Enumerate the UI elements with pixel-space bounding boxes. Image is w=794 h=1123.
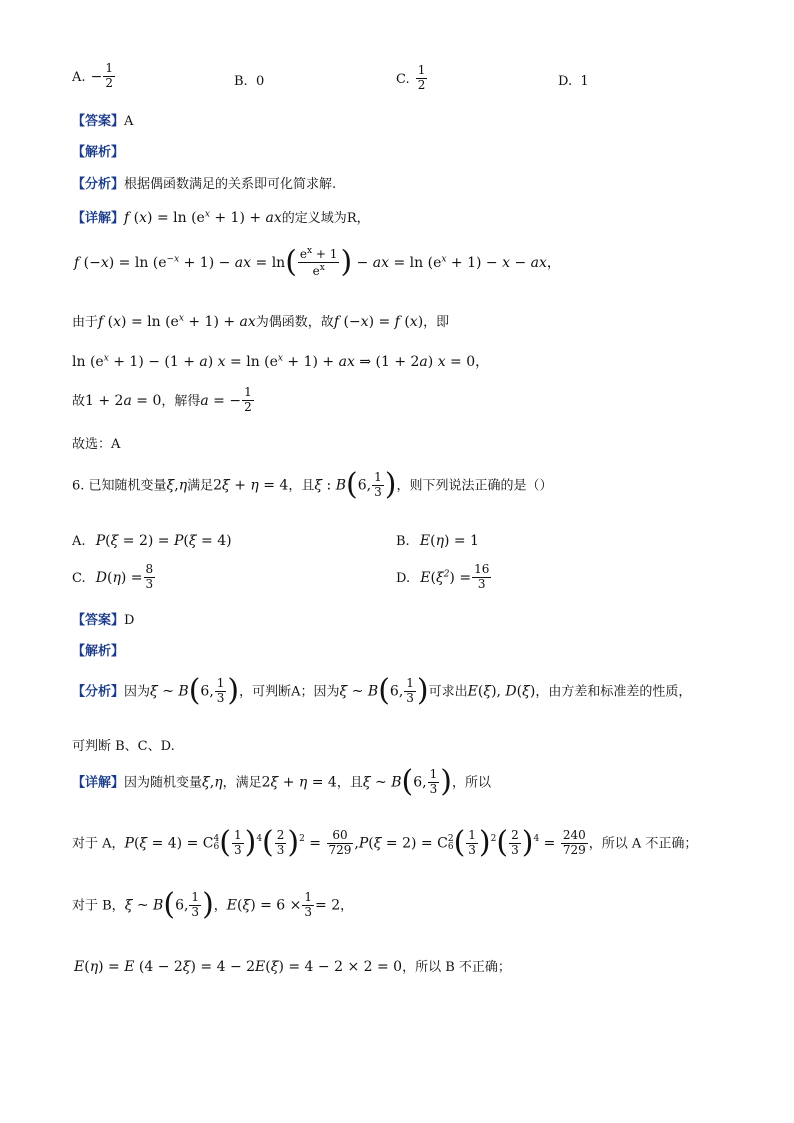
q6-last-line: E(η) = E (4 − 2ξ) = 4 − 2E(ξ) = 4 − 2 × 2 = 0，所以 B 不正确； [74, 959, 511, 975]
q6-jiexi-line [72, 640, 124, 659]
fraction: $\frac{2}{3}$ [276, 827, 285, 857]
formula: ξ,η [202, 774, 223, 791]
fraction: $\frac{1}{3}$ [233, 827, 242, 857]
formula: f (−x) = f (x) [333, 314, 424, 330]
formula: 2ξ + η = 4 [261, 774, 337, 791]
q5-option-c: C. $\frac{1}{2}$ [396, 63, 426, 92]
formula: ξ ~ B [124, 897, 164, 914]
fraction: $\frac{2}{3}$ [511, 827, 519, 857]
q6-answer-line [72, 609, 134, 628]
formula: ,P(ξ = 2) = C [354, 835, 448, 852]
q6-stem: 6. 已知随机变量ξ,η满足2ξ + η = 4，且ξ : B(6, $\frac{1}{3}$ )，则下列说法正确的是（） [72, 467, 553, 502]
text: ，解得 [161, 393, 201, 409]
fraction: $\frac{1}{3}$ [191, 889, 200, 919]
formula: E(ξ) = 6 × [226, 897, 302, 914]
text: 6. 已知随机变量 [72, 478, 167, 494]
formula: ξ,η [166, 477, 188, 494]
q5-answer-line [72, 110, 133, 129]
fraction: $\frac{1}{3}$ [374, 469, 382, 499]
text: ，即 [423, 315, 450, 330]
text: 故 [72, 393, 86, 409]
q5-line3 [72, 311, 449, 330]
formula: f $(x) = \ln (e^x + 1)$ + ax [98, 313, 256, 330]
q5-option-a [72, 62, 116, 91]
minus-sign: − [90, 68, 103, 85]
q6-dy-a: 对于 A，P(ξ = 4) = C 4 6 ( $\frac{1}{3}$ )$^4$( $\frac{2}{3}$ )$^2$ = $\frac{60}{729}$ ,P(ξ = 2) = C 2 6 ( $\frac{1}{3}$ )$^2$( $\frac{2}{3}$ )$^4$ = $\frac{240}{729}$ ，所以 A 不正确； [72, 825, 698, 860]
text: 满足 [187, 478, 214, 494]
formula: $\ln (e^x + 1) - (1 + a) x = \ln (e^x + 1)$ + ax ⇒ (1 + 2a) x = 0， [72, 353, 490, 370]
paren-right: ) [340, 244, 353, 280]
formula: E(η) = E (4 − 2ξ) = 4 − 2E(ξ) = 4 − 2 × 2 = 0 [74, 959, 403, 975]
jiexi-tag: 【解析】 [72, 644, 125, 659]
q5-line5 [72, 386, 255, 415]
answer-value: D [124, 613, 135, 628]
q6-xiangjie-line: 【详解】因为随机变量ξ,η，满足2ξ + η = 4，且ξ ~ B(6, $\frac{1}{3}$ )，所以 [72, 764, 491, 799]
formula: ξ ~ B [362, 774, 402, 791]
formula: ξ : B [314, 477, 346, 494]
fraction: $\frac{1}{2}$ [244, 385, 252, 414]
q6-option-b: B. E(η) = 1 [396, 533, 479, 549]
xiangjie-tag: 【详解】 [72, 775, 125, 791]
text: ，且 [288, 478, 315, 494]
fraction: $\frac{1}{3}$ [304, 889, 313, 919]
formula: P(ξ = 2) = P(ξ = 4) [95, 533, 232, 549]
formula: P(ξ = 4) = C [124, 835, 214, 852]
option-label: A. [72, 69, 86, 85]
xiangjie-tag: 【详解】 [72, 211, 125, 226]
answer-tag: 【答案】 [72, 613, 125, 628]
fenxi-tag: 【分析】 [72, 684, 125, 700]
formula: $E(\xi^2)$ = [420, 569, 472, 586]
q5-options-row [0, 62, 794, 102]
formula: a = − [200, 392, 242, 409]
paren-left: ( [285, 244, 297, 280]
q6-option-d: D. $E(\xi^2)$ = $\frac{16}{3}$ [396, 562, 490, 591]
formula: 2ξ + η = 4 [213, 477, 289, 494]
fraction: $\frac{1}{3}$ [429, 766, 438, 796]
formula: − ax = $\ln (e^x + 1) - x$ − ax， [352, 254, 561, 271]
q6-option-a: A. P(ξ = 2) = P(ξ = 4) [72, 533, 232, 549]
q6-dy-b: 对于 B，ξ ~ B(6, $\frac{1}{3}$ )，E(ξ) = 6 × $\frac{1}{3}$ = 2， [72, 887, 354, 922]
text: 由于 [72, 315, 99, 330]
text: 的定义域为 [281, 211, 347, 226]
q6-option-c: C. D(η) = $\frac{8}{3}$ [72, 562, 154, 591]
q5-choice: 故选：A [72, 437, 121, 452]
q5-jiexi-line [72, 141, 124, 160]
text: ，则下列说法正确的是（） [396, 478, 553, 494]
fraction: $\frac{e^x + 1}{e^x}$ [299, 246, 338, 278]
q5-option-d: D. 1 [558, 74, 589, 89]
q5-xiangjie-line1 [72, 207, 370, 226]
fenxi-tag: 【分析】 [72, 177, 125, 192]
q5-formula-line2 [74, 246, 561, 279]
q5-fenxi-line [72, 173, 336, 192]
fraction: $\frac{1}{2}$ [417, 63, 426, 92]
text: R， [346, 211, 370, 226]
fraction: $\frac{16}{3}$ [474, 562, 490, 591]
fraction: $\frac{1}{3}$ [406, 675, 414, 705]
fraction: $\frac{240}{729}$ [562, 827, 586, 857]
formula: f $(x) = \ln (e^x + 1)$ + ax [124, 209, 282, 226]
q5-line4 [72, 351, 489, 371]
answer-value: A [124, 114, 134, 129]
q6-fenxi-line2: 可判断 B、C、D. [72, 739, 175, 754]
fraction: $\frac{1}{3}$ [216, 675, 225, 705]
q5-option-b: B. 0 [234, 74, 265, 89]
text: 为偶函数，故 [255, 315, 334, 330]
fraction: $\frac{60}{729}$ [328, 827, 352, 857]
fraction: $\frac{8}{3}$ [145, 562, 154, 591]
jiexi-tag: 【解析】 [72, 145, 125, 160]
q6-fenxi-line: 【分析】因为ξ ~ B(6, $\frac{1}{3}$ )，可判断A；因为ξ ~ B(6, $\frac{1}{3}$ )可求出E(ξ), D(ξ)，由方差和标准差的性质， [72, 673, 692, 708]
fenxi-text: 根据偶函数满足的关系即可化简求解. [124, 177, 337, 192]
formula: ξ ~ B [339, 683, 379, 700]
formula: f $(-x) = \ln (e^{-x} + 1)$ − ax = ln [74, 254, 286, 271]
formula: E(ξ), D(ξ) [467, 683, 536, 700]
formula: ξ ~ B [150, 683, 189, 700]
formula: D(η) = [95, 569, 143, 586]
fraction: $\frac{1}{2}$ [105, 61, 113, 90]
formula: 1 + 2a = 0 [85, 392, 162, 409]
answer-tag: 【答案】 [72, 114, 125, 129]
fraction: $\frac{1}{3}$ [468, 827, 476, 857]
formula: E(η) = 1 [419, 533, 479, 549]
